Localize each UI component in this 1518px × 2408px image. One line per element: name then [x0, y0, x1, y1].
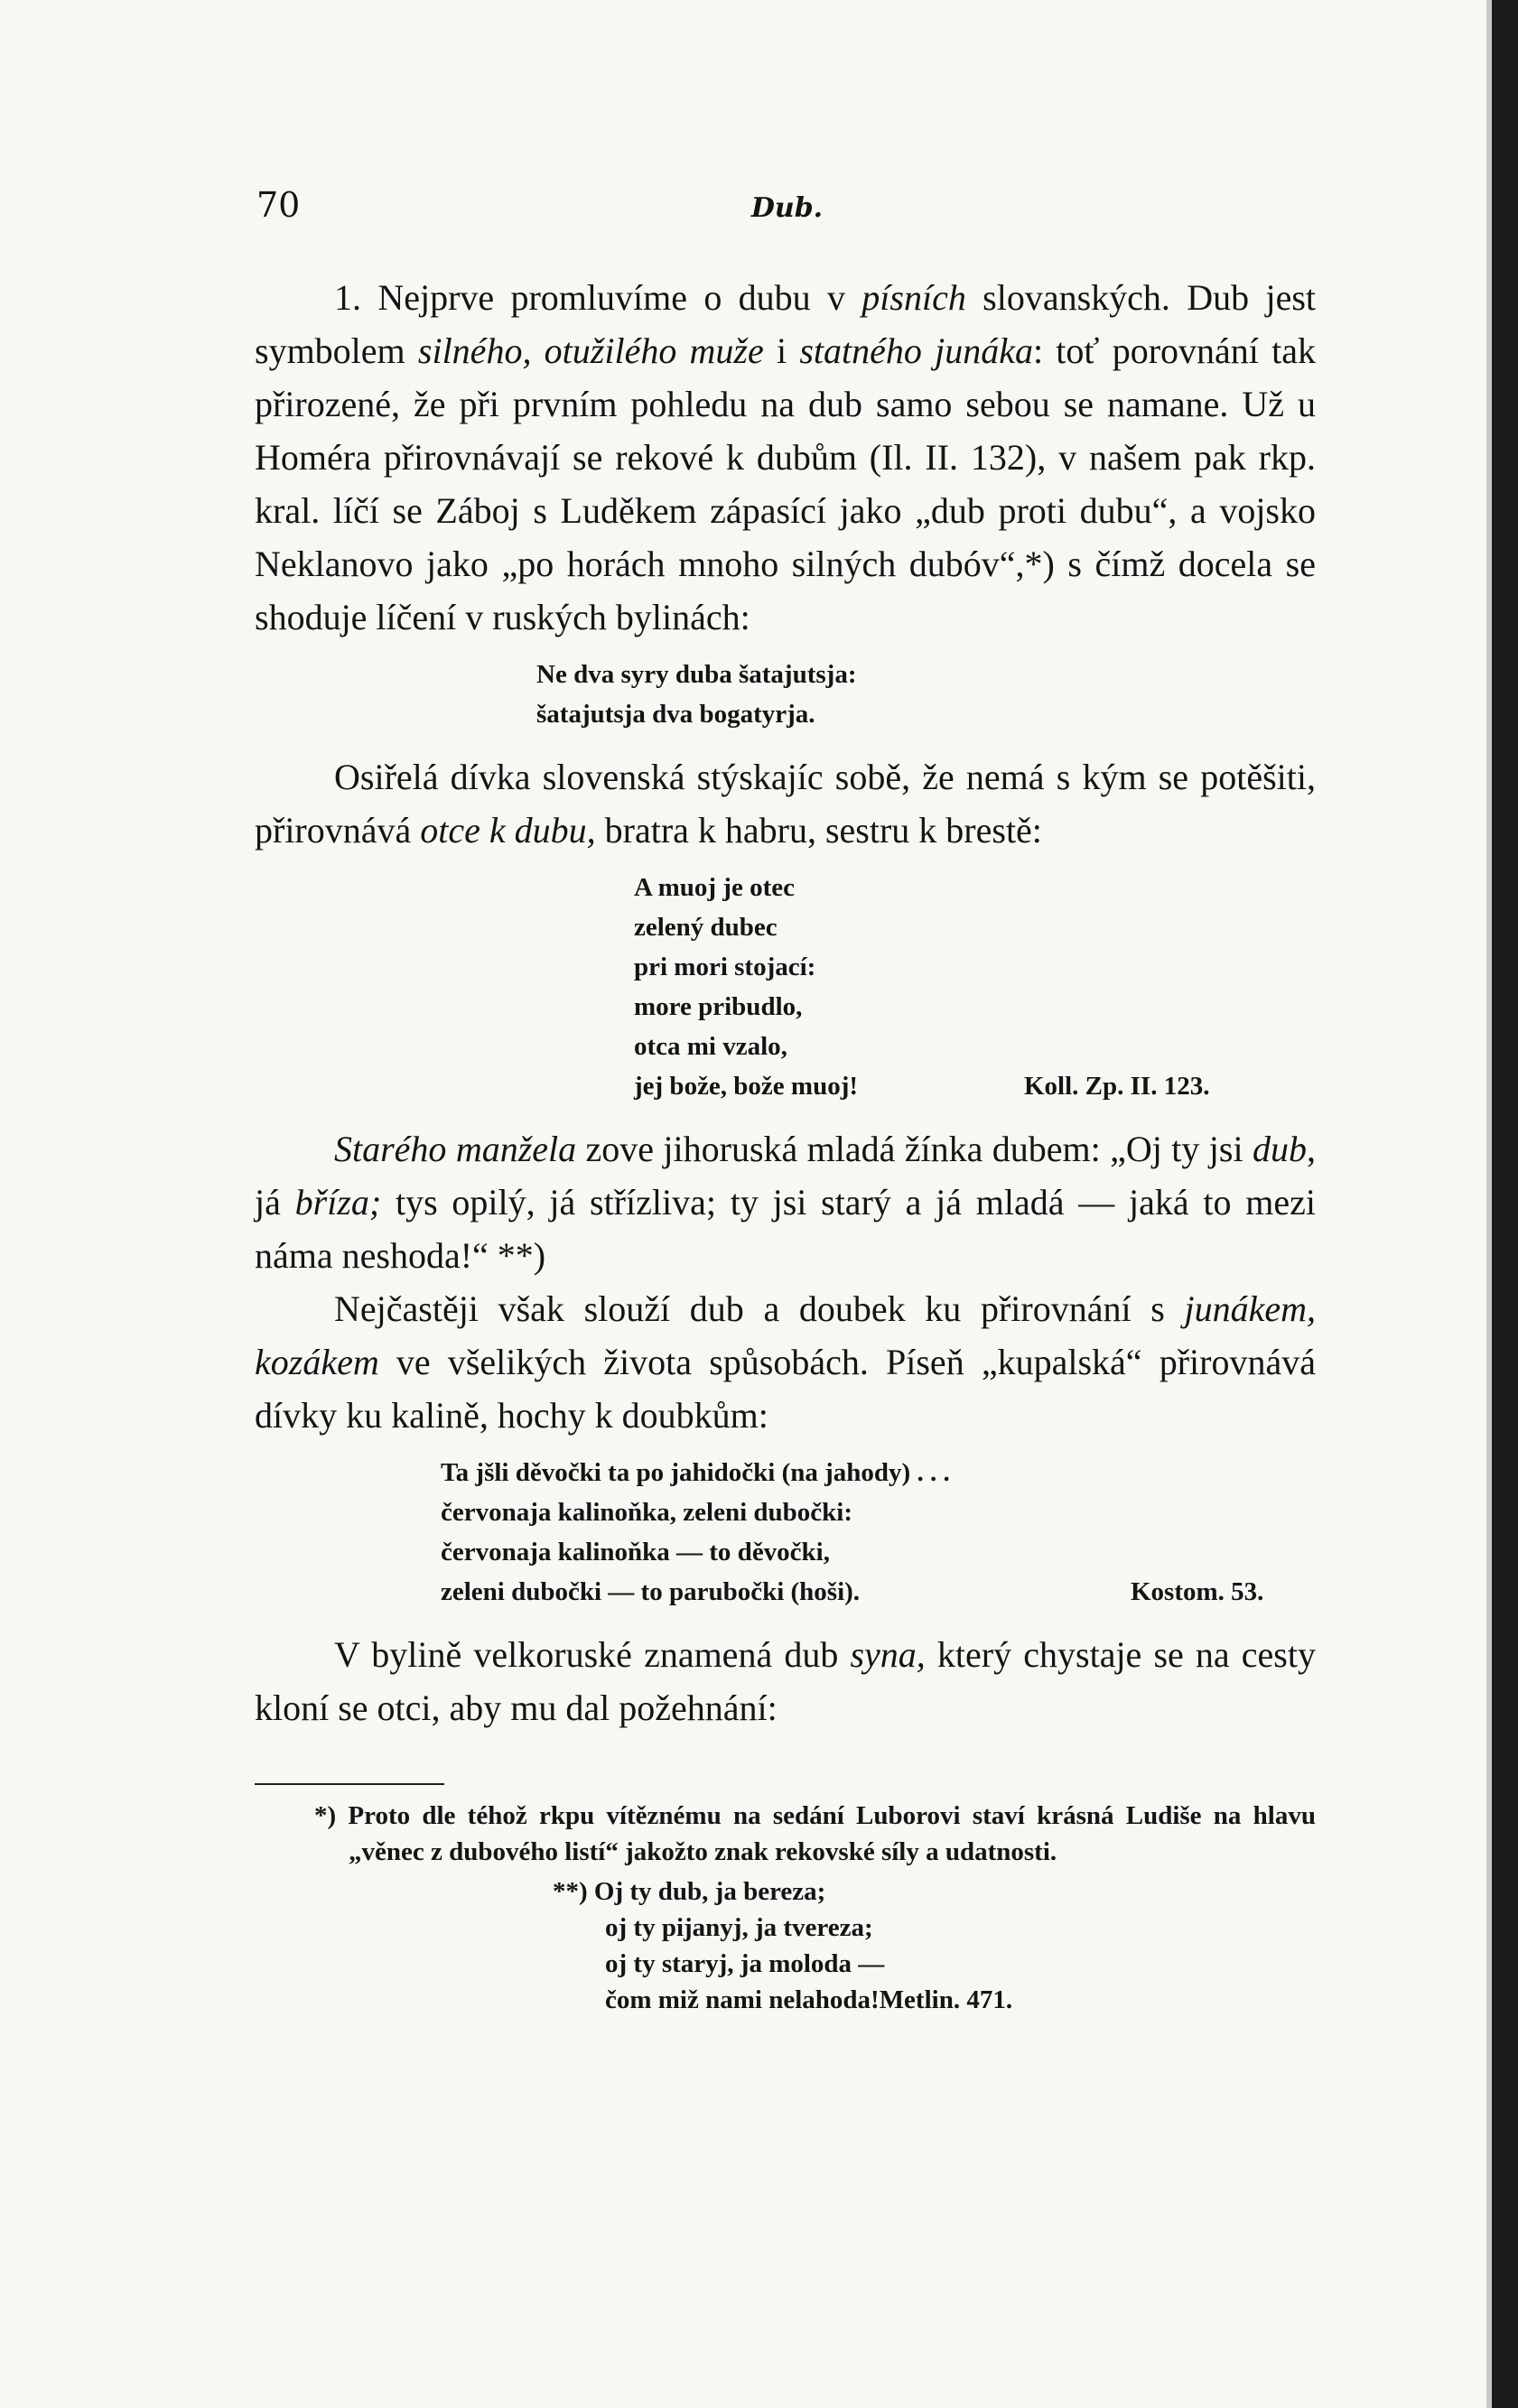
text-run: : toť porovnání tak přirozené, že při prvním pohledu na dub samo sebou se namane. Už u Homéra přirovnávají se rekové k dubům (Il. II. 132), v našem pak rkp. kral. líčí se Záboj s Luděkem zápasící jako „dub proti dubu“, a vojsko Neklanovo jako „po horách mnoho silných dubóv“,*) s čímž docela se shoduje líčení v ruských bylinách: [255, 330, 1316, 637]
verse-line: more pribudlo, [634, 992, 803, 1021]
italic-run: Starého manžela [334, 1129, 577, 1169]
italic-run: písních [861, 277, 966, 318]
verse-line [255, 1572, 1316, 1612]
paragraph-4 [255, 1282, 1316, 1442]
italic-run: statného junáka [799, 330, 1033, 371]
scan-border [1492, 0, 1518, 2408]
italic-run: otce k dubu, [420, 810, 596, 851]
page-header [256, 185, 1318, 239]
verse-line: Ta jšli děvočki ta po jahidočki (na jahody) . . . [441, 1458, 950, 1487]
footnote-rule [255, 1783, 444, 1785]
footnote-2 [255, 1873, 1316, 2018]
footnote-verse-line: oj ty staryj, ja moloda — [605, 1949, 885, 1978]
footnote-verse-line [255, 1982, 1316, 2018]
verse-line: pri mori stojací: [634, 953, 816, 981]
verse-line: otca mi vzalo, [634, 1032, 787, 1061]
footnote-verse-line: **) Oj ty dub, ja bereza; [553, 1877, 826, 1906]
verse-kupala-song [255, 1453, 1316, 1612]
verse-line: Ne dva syry duba šatajutsja: [536, 660, 857, 689]
paragraph-3 [255, 1122, 1316, 1282]
verse-line-text: zeleni dubočki — to parubočki (hoši). [441, 1577, 861, 1606]
verse-source: Kostom. 53. [1131, 1577, 1264, 1606]
footnote-verse-line: oj ty pijanyj, ja tvereza; [605, 1913, 873, 1942]
verse-line [255, 1066, 1316, 1106]
text-run: V bylině velkoruské znamená dub [334, 1634, 851, 1675]
text-run: bratra k habru, sestru k brestě: [595, 810, 1042, 851]
italic-run: silného, otužilého muže [417, 330, 764, 371]
verse-line-text: jej bože, bože muoj! [634, 1072, 859, 1101]
italic-run: syna, [850, 1634, 926, 1675]
verse-line: šatajutsja dva bogatyrja. [536, 700, 815, 729]
footnote-source: Metlin. 471. [879, 1985, 1013, 2014]
verse-russian-bylina [255, 655, 1316, 734]
paragraph-1 [255, 271, 1316, 644]
verse-line: zelený dubec [634, 913, 778, 942]
text-run: 1. Nejprve promluvíme o dubu v [334, 277, 862, 318]
text-run: který chystaje se na cesty kloní se otci, aby mu dal požehnání: [255, 1634, 1316, 1728]
text-run: ve všelikých života spůsobách. Píseň „kupalská“ přirovnává dívky ku kalině, hochy k doubkům: [255, 1342, 1316, 1436]
verse-slovak-song [255, 868, 1316, 1106]
paragraph-2 [255, 750, 1316, 857]
text-run: zove jihoruská mladá žínka dubem: „Oj ty jsi [576, 1129, 1253, 1169]
text-run: , já [255, 1129, 1316, 1223]
italic-run: junákem, kozákem [255, 1288, 1316, 1382]
verse-line: červonaja kalinoňka, zeleni dubočki: [441, 1498, 852, 1527]
verse-source: Koll. Zp. II. 123. [1024, 1072, 1210, 1101]
italic-run: dub [1253, 1129, 1307, 1169]
footnote-1: *) Proto dle téhož rkpu vítěznému na sedání Luborovi staví krásná Ludiše na hlavu „věnec z dubového listí“ jakožto znak rekovské síly a udatnosti. [314, 1801, 1316, 1866]
text-run: Nejčastěji však slouží dub a doubek ku přirovnání s [334, 1288, 1185, 1329]
running-title: Dub. [750, 192, 824, 224]
text-run: Osiřelá dívka slovenská stýskajíc sobě, že nemá s kým se potěšiti, přirovnává [255, 757, 1316, 851]
verse-line: červonaja kalinoňka — to děvočki, [441, 1538, 830, 1567]
footnote-verse-line-text: čom miž nami nelahoda! [605, 1985, 880, 2014]
page-number: 70 [256, 185, 301, 225]
text-run: i [763, 330, 800, 371]
italic-run: bříza; [294, 1182, 382, 1223]
main-text [255, 271, 1316, 2018]
footnotes [255, 1798, 1316, 2018]
text-run: tys opilý, já střízliva; ty jsi starý a já mladá — jaká to mezi náma neshoda!“ **) [255, 1182, 1316, 1276]
text-run: slovanských. Dub jest symbolem [255, 277, 1317, 371]
paragraph-5 [255, 1628, 1316, 1734]
verse-line: A muoj je otec [634, 873, 795, 902]
